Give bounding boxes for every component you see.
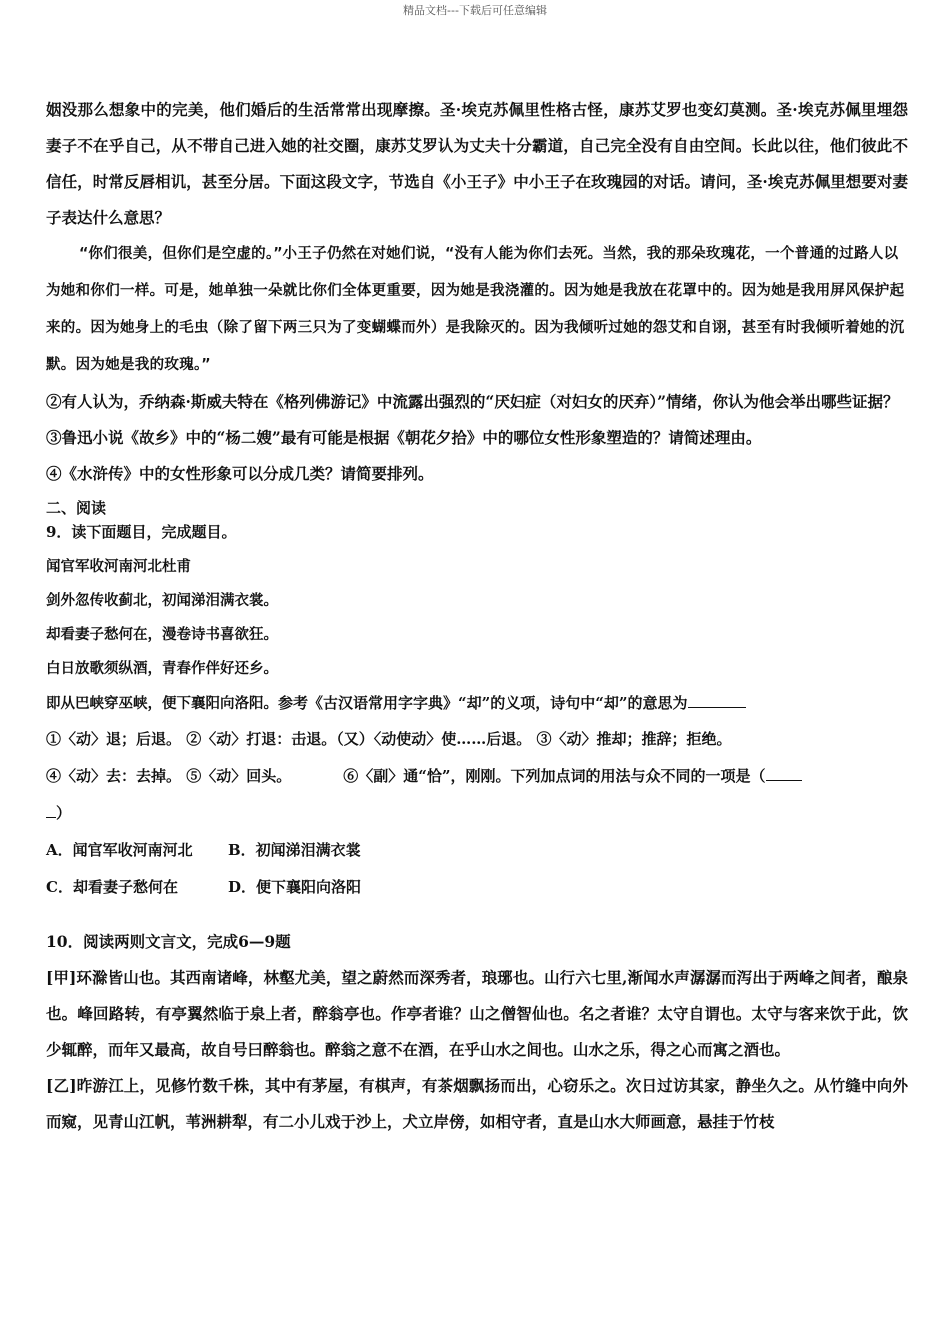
option-c[interactable]: C．却看妻子愁何在 bbox=[46, 878, 178, 896]
options-row-2 bbox=[46, 869, 908, 906]
gloss-line-2 bbox=[46, 758, 908, 795]
options-row-1 bbox=[46, 832, 908, 869]
poem-line: 剑外忽传收蓟北，初闻涕泪满衣裳。 bbox=[46, 593, 278, 609]
poem-last-line-with-prompt bbox=[46, 686, 908, 721]
question-9-prompt: 参考《古汉语常用字字典》“却”的义项，诗句中“却”的意思为 bbox=[278, 694, 688, 712]
little-prince-quote: “你们很美，但你们是空虚的。”小王子仍然在对她们说，“没有人能为你们去死。当然，我的那朵玫瑰花，一个普通的过路人以为她和你们一样。可是，她单独一朵就比你们全体更重要，因为她是我浇灌的。因为她是我放在花罩中的。因为她是我用屏风保护起来的。因为她身上的毛虫（除了留下两三只为了变蝴蝶而外）是我除灭的。因为我倾听过她的怨艾和自诩，甚至有时我倾听着她的沉默。因为她是我的玫瑰。” bbox=[46, 246, 905, 373]
question-10-title: 10．阅读两则文言文，完成6—9题 bbox=[46, 932, 291, 951]
option-a[interactable]: A．闻官军收河南河北 bbox=[46, 841, 193, 859]
answer-blank[interactable] bbox=[766, 766, 802, 781]
passage-jia: [甲]环滁皆山也。其西南诸峰，林壑尤美，望之蔚然而深秀者，琅琊也。山行六七里,渐闻水声潺潺而泻出于两峰之间者，酿泉也。峰回路转，有亭翼然临于泉上者，醉翁亭也。作亭者谁？山之僧智仙也。名之者谁？太守自谓也。太守与客来饮于此，饮少辄醉，而年又最高，故自号曰醉翁也。醉翁之意不在酒，在乎山水之间也。山水之乐，得之心而寓之酒也。 bbox=[46, 968, 908, 1059]
question-2: ②有人认为，乔纳森·斯威夫特在《格列佛游记》中流露出强烈的“厌妇症（对妇女的厌弃）”情绪，你认为他会举出哪些证据？ bbox=[46, 392, 899, 411]
poem-title: 闻官军收河南河北杜甫 bbox=[46, 559, 191, 575]
gloss-items-4-5: ④〈动〉去：去掉。 ⑤〈动〉回头。 bbox=[46, 767, 292, 785]
passage-yi: [乙]昨游江上，见修竹数千株，其中有茅屋，有棋声，有茶烟飘扬而出，心窃乐之。次日过访其家，静坐久之。从竹缝中向外而窥，见青山江帆，苇洲耕犁，有二小儿戏于沙上，犬立岸傍，如相守者，直是山水大师画意，悬挂于竹枝 bbox=[46, 1076, 908, 1131]
question-3: ③鲁迅小说《故乡》中的“杨二嫂”最有可能是根据《朝花夕拾》中的哪位女性形象塑造的？请简述理由。 bbox=[46, 428, 762, 447]
gloss-item-6: ⑥〈副〉通“恰”，刚刚。下列加点词的用法与众不同的一项是（ bbox=[343, 767, 766, 785]
answer-blank[interactable] bbox=[688, 693, 746, 708]
intro-paragraph: 姻没那么想象中的完美，他们婚后的生活常常出现摩擦。圣·埃克苏佩里性格古怪，康苏艾罗也变幻莫测。圣·埃克苏佩里埋怨妻子不在乎自己，从不带自己进入她的社交圈，康苏艾罗认为丈夫十分霸道，自己完全没有自由空间。长此以往，他们彼此不信任，时常反唇相讥，甚至分居。下面这段文字，节选自《小王子》中小王子在玫瑰园的对话。请问，圣·埃克苏佩里想要对妻子表达什么意思？ bbox=[46, 100, 908, 227]
document-body bbox=[46, 92, 908, 1140]
question-4: ④《水浒传》中的女性形象可以分成几类？请简要排列。 bbox=[46, 464, 434, 483]
question-9-title: 9．读下面题目，完成题目。 bbox=[46, 523, 237, 541]
option-d[interactable]: D．便下襄阳向洛阳 bbox=[228, 878, 362, 896]
option-b[interactable]: B．初闻涕泪满衣裳 bbox=[228, 841, 361, 859]
poem-line: 却看妻子愁何在，漫卷诗书喜欲狂。 bbox=[46, 627, 278, 643]
page-header: 精品文档---下载后可任意编辑 bbox=[403, 4, 547, 17]
poem-line: 即从巴峡穿巫峡，便下襄阳向洛阳。 bbox=[46, 696, 278, 712]
answer-blank[interactable] bbox=[46, 803, 56, 818]
gloss-line-3 bbox=[46, 795, 908, 832]
gloss-line-1: ①〈动〉退；后退。 ②〈动〉打退：击退。（又）〈动使动〉使……后退。 ③〈动〉推却；推辞；拒绝。 bbox=[46, 730, 732, 748]
gloss-close-paren: ） bbox=[56, 804, 72, 822]
section-heading: 二、阅读 bbox=[46, 499, 107, 517]
poem-line: 白日放歌须纵酒，青春作伴好还乡。 bbox=[46, 661, 278, 677]
